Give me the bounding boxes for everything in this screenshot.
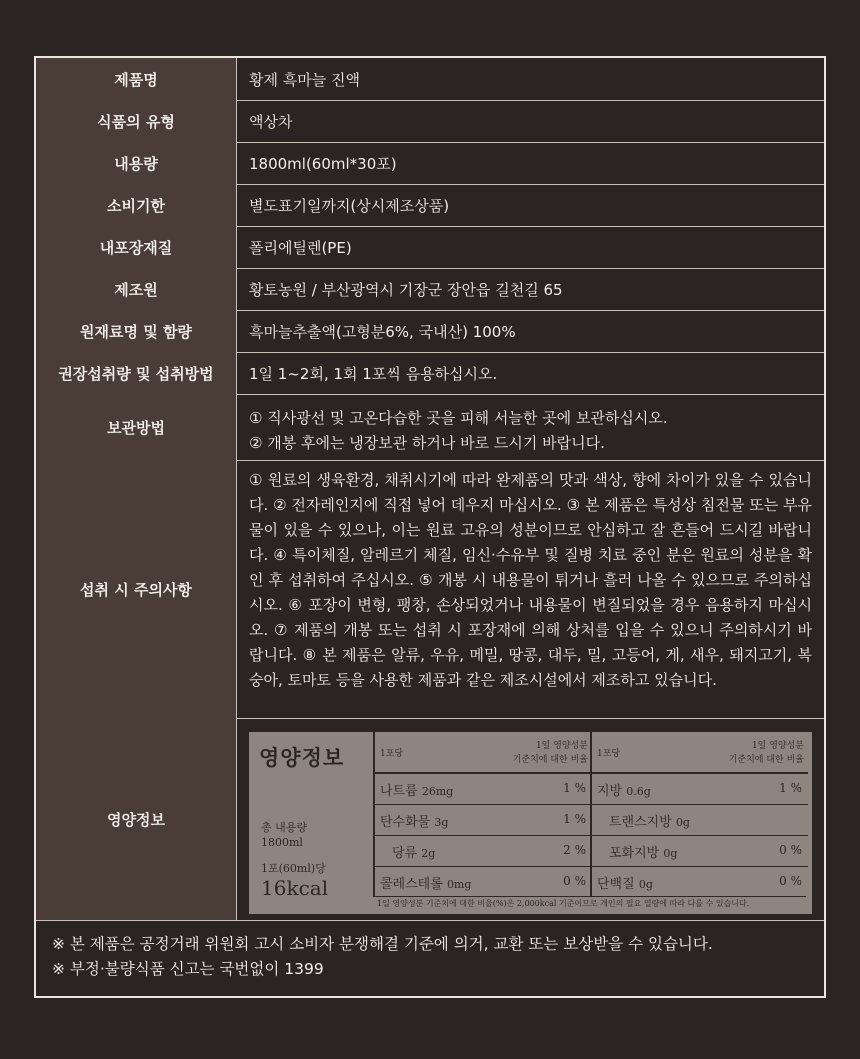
row-value: 별도표기일까지(상시제조상품): [249, 196, 450, 215]
row-value: 1일 1~2회, 1회 1포씩 음용하십시오.: [249, 364, 498, 383]
nutrient-percent: 0 %: [779, 874, 802, 888]
total-value: 1800ml: [261, 836, 303, 849]
row-intake: [36, 352, 824, 395]
kcal-value: 16kcal: [261, 876, 329, 900]
header-ref-line1: 1일 영양성분: [535, 741, 588, 751]
row-value: [236, 394, 824, 460]
nutrition-summary: [249, 732, 373, 900]
row-label: 영양정보: [36, 718, 237, 920]
row-expiry: [36, 184, 824, 227]
row-value: 액상차: [249, 112, 293, 131]
row-value: 황제 흑마늘 진액: [249, 70, 360, 89]
row-nutrition: [36, 718, 824, 921]
row-label: 권장섭취량 및 섭취방법: [36, 352, 237, 394]
row-ingredients: [36, 310, 824, 353]
row-label: 소비기한: [36, 184, 237, 226]
nutrient-row: [375, 774, 592, 805]
storage-line: ① 직사광선 및 고온다습한 곳을 피해 서늘한 곳에 보관하십시오.: [249, 409, 668, 427]
row-label: 내포장재질: [36, 226, 237, 268]
row-label: 보관방법: [36, 394, 237, 460]
row-content-amount: [36, 142, 824, 185]
row-packaging: [36, 226, 824, 269]
nutrient-name: 포화지방 0g: [609, 846, 678, 861]
note-line: ※ 본 제품은 공정거래 위원회 고시 소비자 분쟁해결 기준에 의거, 교환 또는 보상받을 수 있습니다.: [52, 935, 713, 953]
caution-text: ① 원료의 생육환경, 채취시기에 따라 완제품의 맛과 색상, 향에 차이가 있을 수 있습니다. ② 전자레인지에 직접 넣어 데우지 마십시오. ③ 본 제품은 특성상 침전물 또는 부유물이 있을 수 있으나, 이는 원료 고유의 성분이므로 안심하고 잘 흔들어 드시길 바랍니다. ④ 특이체질, 알레르기 체질, 임신·수유부 및 질병 치료 중인 분은 원료의 성분을 확인 후 섭취하여 주십시오. ⑤ 개봉 시 내용물이 튀거나 흘러 나올 수 있으므로 주의하십시오. ⑥ 포장이 변형, 팽창, 손상되었거나 내용물이 변질되었을 경우 음용하지 마십시오. ⑦ 제품의 개봉 또는 섭취 시 포장재에 의해 상처를 입을 수 있으니 주의하시기 바랍니다. ⑧ 본 제품은 알류, 우유, 메밀, 땅콩, 대두, 밀, 고등어, 게, 새우, 돼지고기, 복숭아, 토마토 등을 사용한 제품과 같은 제조시설에서 제조하고 있습니다.: [249, 471, 812, 689]
nutrition-column-2: [590, 732, 808, 896]
nutrient-percent: 2 %: [563, 843, 586, 857]
nutrient-row: [592, 867, 808, 897]
row-value: 황토농원 / 부산광역시 기장군 장안읍 길천길 65: [249, 280, 563, 299]
row-value: 폴리에틸렌(PE): [249, 238, 352, 257]
per-serving-label: 1포(60ml)당: [261, 862, 326, 875]
row-value: 1800ml(60ml*30포): [249, 154, 397, 173]
nutrient-name: 나트륨 26mg: [380, 784, 454, 799]
row-caution: [36, 460, 824, 719]
nutrient-row: [592, 836, 808, 867]
legal-notes: [36, 920, 824, 982]
row-label: 식품의 유형: [36, 100, 237, 142]
storage-line: ② 개봉 후에는 냉장보관 하거나 바로 드시기 바랍니다.: [249, 434, 605, 452]
nutrition-title: 영양정보: [259, 745, 345, 770]
nutrient-name: 탄수화물 3g: [380, 815, 449, 830]
nutrient-row: [592, 805, 808, 836]
nutrient-percent: 0 %: [563, 874, 586, 888]
nutrient-name: 트랜스지방 0g: [609, 815, 690, 830]
header-ref-line2: 기준치에 대한 비율: [728, 755, 804, 765]
nutrition-column-1: [373, 732, 592, 896]
row-product-name: [36, 58, 824, 101]
row-label: 제품명: [36, 58, 237, 100]
nutrient-row: [375, 867, 592, 897]
nutrient-name: 지방 0.6g: [597, 784, 651, 799]
row-storage: [36, 394, 824, 461]
row-label: 섭취 시 주의사항: [36, 460, 237, 718]
nutrition-footnote: 1일 영양성분 기준치에 대한 비율(%)은 2,000kcal 기준이므로 개인의 필요 열량에 따라 다를 수 있습니다.: [373, 896, 806, 912]
header-ref-line2: 기준치에 대한 비율: [512, 755, 588, 765]
row-food-type: [36, 100, 824, 143]
row-label: 제조원: [36, 268, 237, 310]
nutrient-name: 당류 2g: [392, 846, 436, 861]
header-serving: 1포당: [597, 749, 621, 759]
header-ref-line1: 1일 영양성분: [751, 741, 804, 751]
row-label: 내용량: [36, 142, 237, 184]
product-info-table: [34, 56, 826, 998]
nutrient-row: [592, 774, 808, 805]
nutrition-header: [592, 732, 808, 774]
nutrient-row: [375, 836, 592, 867]
nutrient-percent: 1 %: [563, 812, 586, 826]
note-line: ※ 부정·불량식품 신고는 국번없이 1399: [52, 960, 324, 978]
nutrient-percent: 1 %: [779, 781, 802, 795]
nutrient-name: 콜레스테롤 0mg: [380, 877, 472, 892]
nutrient-row: [375, 805, 592, 836]
nutrition-header: [375, 732, 592, 774]
total-label: 총 내용량: [261, 821, 308, 834]
nutrient-name: 단백질 0g: [597, 877, 653, 892]
header-serving: 1포당: [380, 749, 404, 759]
row-label: 원재료명 및 함량: [36, 310, 237, 352]
nutrition-facts-panel: [249, 732, 812, 914]
row-value: 흑마늘추출액(고형분6%, 국내산) 100%: [249, 322, 516, 341]
nutrient-percent: 0 %: [779, 843, 802, 857]
nutrient-percent: 1 %: [563, 781, 586, 795]
row-manufacturer: [36, 268, 824, 311]
